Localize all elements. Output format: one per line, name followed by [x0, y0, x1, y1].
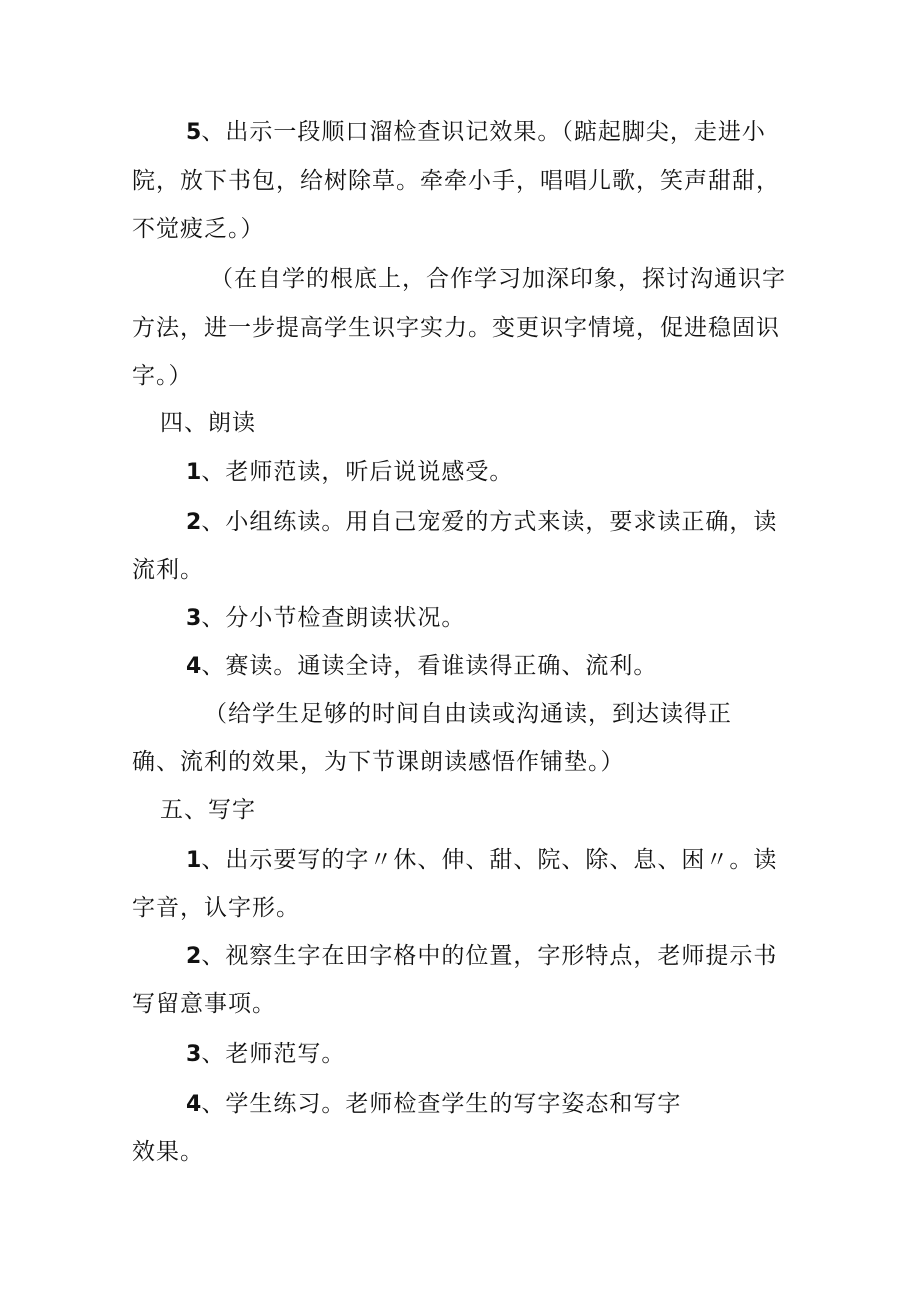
paragraph-line	[186, 117, 766, 148]
line-text: （给学生足够的时间自由读或沟通读，到达读得正	[204, 701, 732, 727]
line-text: 不觉疲乏。）	[132, 216, 265, 242]
heading-text: 四、朗读	[160, 410, 256, 436]
list-number: 3	[186, 1042, 202, 1067]
section-heading	[160, 795, 256, 825]
line-text: 效果。	[132, 1139, 204, 1165]
line-text: 院，放下书包，给树除草。牵牵小手，唱唱儿歌，笑声甜甜，	[132, 168, 780, 194]
paragraph-line	[132, 1137, 204, 1167]
list-number: 5	[186, 120, 202, 145]
line-text: 流利。	[132, 557, 204, 583]
line-text: 、老师范读，听后说说感受。	[201, 459, 514, 485]
line-text: 、视察生字在田字格中的位置，字形特点，老师提示书	[201, 943, 778, 969]
paragraph-line	[186, 507, 777, 538]
list-number: 1	[186, 460, 202, 485]
paragraph-line	[132, 166, 780, 196]
paragraph-line	[186, 845, 777, 876]
line-text: 、小组练读。用自己宠爱的方式来读，要求读正确，读	[201, 509, 778, 535]
line-text: 、出示一段顺口溜检查识记效果。（踮起脚尖，走进小	[201, 119, 766, 145]
line-text: 确、流利的效果，为下节课朗读感悟作铺垫。）	[132, 749, 625, 775]
line-text: 字。）	[132, 363, 193, 389]
line-text: 、老师范写。	[201, 1041, 346, 1067]
list-number: 2	[186, 510, 202, 535]
line-text: （在自学的根底上，合作学习加深印象，探讨沟通识字	[210, 266, 786, 292]
line-text: 方法，进一步提高学生识字实力。变更识字情境，促进稳固识	[132, 315, 780, 341]
paragraph-line	[210, 264, 786, 294]
line-text: 、学生练习。老师检查学生的写字姿态和写字	[201, 1091, 682, 1117]
list-number: 3	[186, 606, 202, 631]
list-number: 4	[186, 1092, 202, 1117]
paragraph-line	[186, 1089, 681, 1120]
section-heading	[160, 408, 256, 438]
line-text: 、分小节检查朗读状况。	[201, 605, 466, 631]
paragraph-line	[132, 893, 300, 923]
paragraph-line	[132, 361, 193, 391]
paragraph-line	[132, 313, 780, 343]
list-number: 2	[186, 944, 202, 969]
paragraph-line	[132, 214, 265, 244]
line-text: 、赛读。通读全诗，看谁读得正确、流利。	[201, 653, 658, 679]
line-text: 、出示要写的字〃休、伸、甜、院、除、息、困〃。读	[201, 847, 778, 873]
paragraph-line	[186, 457, 513, 488]
paragraph-line	[186, 941, 777, 972]
list-number: 4	[186, 654, 202, 679]
paragraph-line	[204, 699, 732, 729]
paragraph-line	[186, 1039, 345, 1070]
paragraph-line	[186, 651, 657, 682]
list-number: 1	[186, 848, 202, 873]
paragraph-line	[132, 747, 625, 777]
line-text: 字音，认字形。	[132, 895, 300, 921]
paragraph-line	[132, 555, 204, 585]
paragraph-line	[186, 603, 465, 634]
line-text: 写留意事项。	[132, 991, 276, 1017]
paragraph-line	[132, 989, 276, 1019]
heading-text: 五、写字	[160, 797, 256, 823]
